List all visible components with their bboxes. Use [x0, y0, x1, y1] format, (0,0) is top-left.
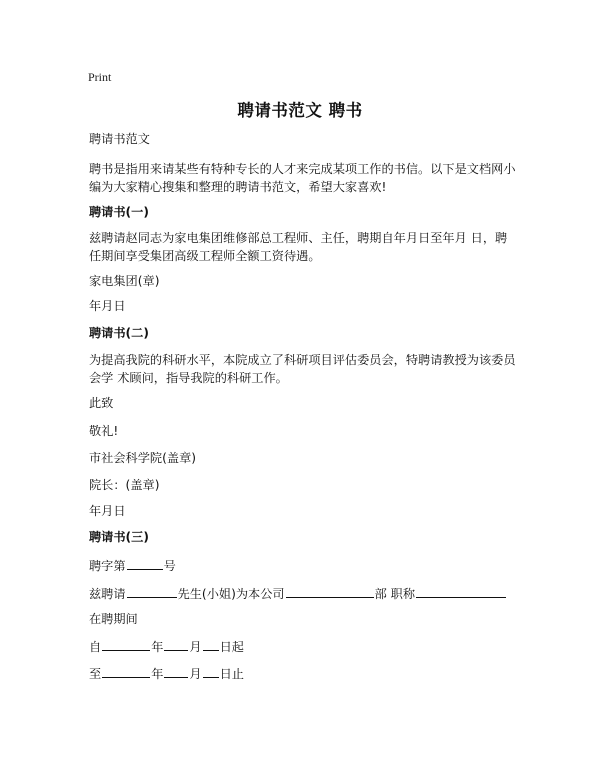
print-link[interactable]: Print — [88, 70, 112, 84]
end-suffix: 日止 — [219, 667, 244, 681]
to-prefix: 至 — [89, 667, 102, 681]
end-month-label: 月 — [189, 667, 202, 681]
title-blank — [416, 584, 506, 598]
section2-date: 年月日 — [89, 504, 126, 518]
section2-dean: 院长：(盖章) — [89, 478, 160, 492]
section1-heading: 聘请书(一) — [89, 205, 149, 219]
end-year-blank — [102, 664, 150, 678]
start-month-label: 月 — [189, 640, 202, 654]
start-year-blank — [102, 637, 150, 651]
hire-prefix: 兹聘请 — [89, 587, 126, 601]
section2-org: 市社会科学院(盖章) — [89, 451, 197, 465]
section2-body: 为提高我院的科研水平，本院成立了科研项目评估委员会，特聘请教授为该委员会学 术顾问，指导我院的科研工作。 — [89, 353, 516, 385]
hire-mid-1: 先生(小姐)为本公司 — [177, 587, 285, 601]
section1-signer: 家电集团(章) — [89, 274, 160, 288]
subtitle: 聘请书范文 — [89, 132, 150, 146]
number-prefix: 聘字第 — [89, 559, 126, 573]
hire-mid-2: 部 职称 — [374, 587, 416, 601]
start-month-blank — [164, 637, 188, 651]
section3-start-line — [89, 637, 519, 656]
page-title: 聘请书范文 聘书 — [237, 101, 363, 120]
section2-heading: 聘请书(二) — [89, 326, 149, 340]
section2-closing-2: 敬礼! — [89, 424, 119, 438]
section2-closing-1: 此致 — [89, 396, 114, 410]
start-day-blank — [203, 637, 219, 651]
number-blank — [127, 556, 163, 570]
end-year-label: 年 — [151, 667, 164, 681]
start-suffix: 日起 — [219, 640, 244, 654]
end-day-blank — [203, 664, 219, 678]
start-year-label: 年 — [151, 640, 164, 654]
section3-number-line — [89, 556, 519, 575]
section3-hire-line — [89, 584, 519, 603]
end-month-blank — [164, 664, 188, 678]
from-prefix: 自 — [89, 640, 102, 654]
section1-body: 兹聘请赵同志为家电集团维修部总工程师、主任，聘期自年月日至年月 日，聘任期间享受集团高级工程师全额工资待遇。 — [89, 231, 508, 263]
section1-date: 年月日 — [89, 299, 126, 313]
section3-heading: 聘请书(三) — [89, 530, 149, 544]
section3-end-line — [89, 664, 519, 683]
section3-period-label: 在聘期间 — [89, 612, 138, 626]
department-blank — [286, 584, 374, 598]
intro-paragraph: 聘书是指用来请某些有特种专长的人才来完成某项工作的书信。以下是文档网小编为大家精心搜集和整理的聘请书范文，希望大家喜欢! — [89, 162, 516, 194]
name-blank — [127, 584, 177, 598]
number-suffix: 号 — [163, 559, 176, 573]
